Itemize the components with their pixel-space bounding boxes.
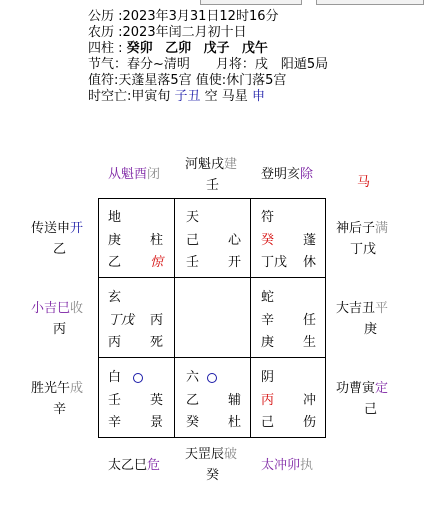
p9-r2b: 冲 — [303, 393, 317, 408]
outer-s-suffix: 破 — [224, 447, 238, 462]
circle-icon — [207, 373, 217, 383]
outer-sw — [108, 458, 160, 473]
outer-e-bot-stem: 己 — [364, 402, 378, 417]
outer-ne-suffix: 除 — [300, 167, 314, 182]
outer-sw-suffix: 危 — [147, 458, 161, 473]
outer-e-top-stem: 丁戊 — [350, 242, 377, 257]
outer-e-mid-stem: 庚 — [364, 322, 378, 337]
outer-w-mid — [31, 301, 83, 316]
grid-top — [98, 198, 326, 199]
outer-e-mid-name: 大吉丑 — [336, 301, 376, 316]
outer-e-top-suffix: 满 — [375, 221, 389, 236]
grid-left — [98, 198, 99, 438]
outer-s — [185, 447, 237, 462]
outer-sw-name: 太乙巳 — [108, 458, 148, 473]
p9-r2a: 丙 — [261, 393, 275, 408]
circle-icon — [133, 373, 143, 383]
top-tab-left[interactable] — [200, 0, 302, 5]
p2-r2b: 心 — [228, 233, 242, 248]
zhifu-line: 值符:天蓬星落5宫 值使:休门落5宫 — [88, 73, 287, 88]
p7-r3a: 辛 — [108, 415, 122, 430]
outer-nw — [108, 167, 160, 182]
gongli-line: 公历 :2023年3月31日12时16分 — [88, 9, 279, 24]
p9-r3b: 伤 — [303, 415, 317, 430]
p1-r3a: 乙 — [108, 255, 122, 270]
sizhu-hour: 戊午 — [241, 41, 268, 56]
grid-row1 — [98, 277, 326, 278]
outer-w-mid-suffix: 收 — [70, 301, 84, 316]
outer-n-suffix: 建 — [224, 157, 238, 172]
p4-r3b: 死 — [150, 335, 164, 350]
p8-r3b: 杜 — [228, 415, 242, 430]
shikong-ma-label: 马星 — [221, 89, 252, 104]
shikong-kong: 子丑 — [174, 89, 201, 104]
outer-n — [185, 157, 237, 172]
p9-god: 阴 — [261, 370, 275, 385]
p3-r3a: 丁戊 — [261, 255, 288, 270]
p4-r2a: 丁戊 — [108, 313, 135, 328]
outer-w-bot — [31, 381, 83, 396]
p6-god: 蛇 — [261, 290, 275, 305]
p7-god — [108, 370, 143, 385]
p4-r3a: 丙 — [108, 335, 122, 350]
p8-god-text: 六 — [186, 370, 200, 385]
outer-e-bot — [336, 381, 388, 396]
p7-r2b: 英 — [150, 393, 164, 408]
p4-r2b: 丙 — [150, 313, 164, 328]
p7-god-text: 白 — [108, 370, 122, 385]
nongli-line: 农历 :2023年闰二月初十日 — [88, 25, 247, 40]
sizhu-month: 乙卯 — [165, 41, 192, 56]
p2-r3b: 开 — [228, 255, 242, 270]
outer-e-mid-suffix: 平 — [375, 301, 389, 316]
top-tab-right[interactable] — [316, 0, 424, 5]
jieqi-line: 节气：春分~清明 月将：戌 阳遁5局 — [88, 57, 329, 72]
outer-w-top-stem: 乙 — [53, 242, 67, 257]
outer-ne — [261, 167, 313, 182]
sizhu-year: 癸卯 — [126, 41, 153, 56]
p6-r3a: 庚 — [261, 335, 275, 350]
outer-n-name: 河魁戌 — [185, 157, 225, 172]
outer-w-mid-stem: 丙 — [53, 322, 67, 337]
outer-w-bot-suffix: 成 — [70, 381, 84, 396]
outer-w-top — [31, 221, 83, 236]
shikong-line — [88, 89, 265, 104]
p1-r2b: 柱 — [150, 233, 164, 248]
outer-e-mid — [336, 301, 388, 316]
p1-r3b: 惊 — [150, 255, 164, 270]
grid-right — [325, 198, 326, 438]
p6-r3b: 生 — [303, 335, 317, 350]
grid-col2 — [250, 198, 251, 438]
sizhu-day: 戊子 — [203, 41, 230, 56]
p8-r2a: 乙 — [186, 393, 200, 408]
shikong-prefix: 时空亡:甲寅旬 — [88, 89, 175, 104]
p1-god: 地 — [108, 210, 122, 225]
p8-r2b: 辅 — [228, 393, 242, 408]
p6-r2a: 辛 — [261, 313, 275, 328]
p2-god: 天 — [186, 210, 200, 225]
outer-s-stem: 癸 — [206, 468, 220, 483]
outer-w-top-name: 传送申 — [31, 221, 71, 236]
outer-se-suffix: 执 — [300, 458, 314, 473]
p8-r3a: 癸 — [186, 415, 200, 430]
outer-ne-name: 登明亥 — [261, 167, 301, 182]
outer-n-stem: 壬 — [206, 178, 220, 193]
outer-w-top-suffix: 开 — [70, 221, 84, 236]
outer-w-mid-name: 小吉巳 — [31, 301, 71, 316]
p7-r3b: 景 — [150, 415, 164, 430]
grid-bottom — [98, 437, 326, 438]
outer-e-bot-suffix: 定 — [375, 381, 389, 396]
sizhu-label: 四柱 : — [88, 41, 123, 56]
grid-row2 — [98, 357, 326, 358]
p2-r3a: 壬 — [186, 255, 200, 270]
p3-r3b: 休 — [303, 255, 317, 270]
p3-r2a: 癸 — [261, 233, 275, 248]
p1-r2a: 庚 — [108, 233, 122, 248]
outer-w-bot-stem: 辛 — [53, 402, 67, 417]
p2-r2a: 己 — [186, 233, 200, 248]
p3-god: 符 — [261, 210, 275, 225]
p8-god — [186, 370, 217, 385]
horse-marker: 马 — [357, 175, 371, 190]
outer-nw-suffix: 闭 — [147, 167, 161, 182]
p4-god: 玄 — [108, 290, 122, 305]
p3-r2b: 蓬 — [303, 233, 317, 248]
outer-e-top-name: 神后子 — [336, 221, 376, 236]
shikong-ma: 申 — [251, 89, 265, 104]
grid-col1 — [174, 198, 175, 438]
outer-w-bot-name: 胜光午 — [31, 381, 71, 396]
p7-r2a: 壬 — [108, 393, 122, 408]
outer-se-name: 太冲卯 — [261, 458, 301, 473]
shikong-kong-label: 空 — [200, 89, 222, 104]
outer-e-bot-name: 功曹寅 — [336, 381, 376, 396]
p6-r2b: 任 — [303, 313, 317, 328]
outer-se — [261, 458, 313, 473]
outer-e-top — [336, 221, 388, 236]
outer-s-name: 天罡辰 — [185, 447, 225, 462]
outer-nw-name: 从魁酉 — [108, 167, 148, 182]
sizhu-line — [88, 41, 268, 56]
p9-r3a: 己 — [261, 415, 275, 430]
